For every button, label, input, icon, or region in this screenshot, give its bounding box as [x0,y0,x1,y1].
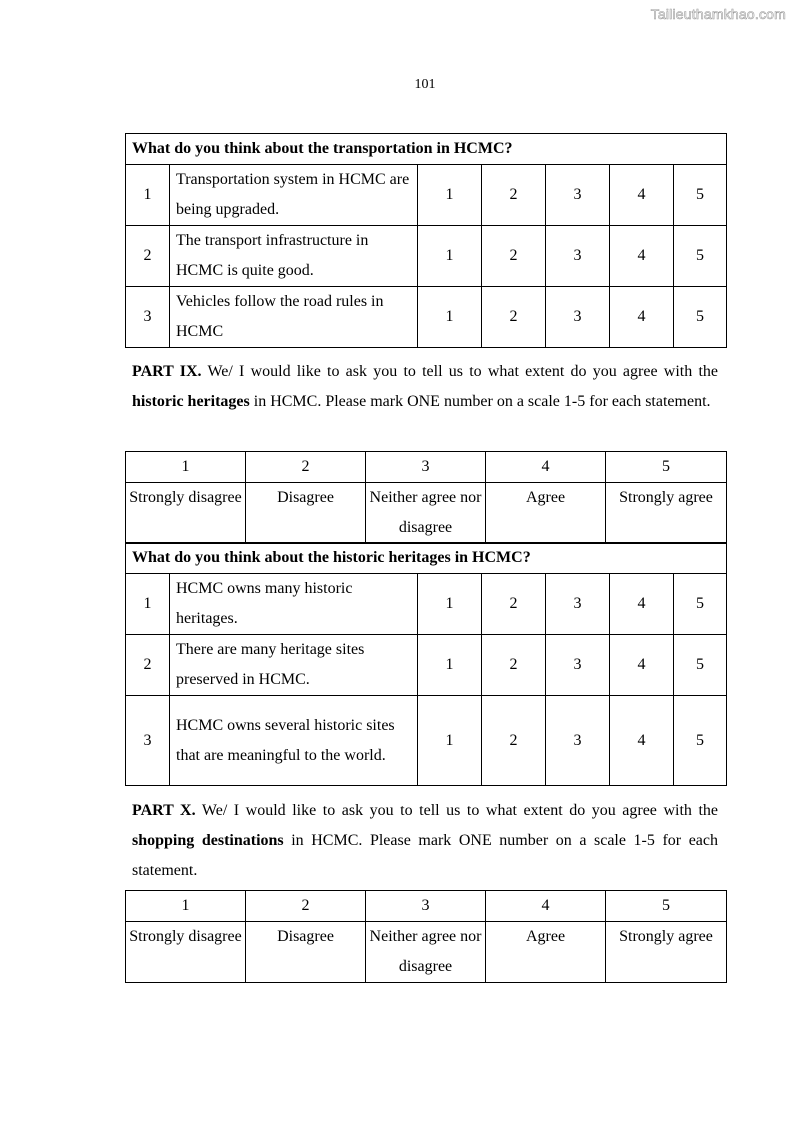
item-number: 2 [126,635,170,696]
table-row [126,635,727,696]
transportation-question: What do you think about the transportation in HCMC? [126,134,727,165]
scale-label: Agree [486,483,606,544]
scale-label: Strongly disagree [126,922,246,983]
scale-option-2[interactable]: 2 [482,696,546,786]
item-number: 1 [126,574,170,635]
scale-option-3[interactable]: 3 [546,635,610,696]
item-statement: HCMC owns several historic sites that are meaningful to the world. [170,696,418,786]
scale-label: Strongly agree [606,922,727,983]
part-x-intro-text-end: in HCMC. Please mark ONE number on a scale 1-5 for each statement. [132,832,718,879]
part-x-topic: shopping destinations [132,832,284,849]
scale-option-2[interactable]: 2 [482,635,546,696]
scale-value: 2 [246,891,366,922]
scale-option-2[interactable]: 2 [482,165,546,226]
scale-option-2[interactable]: 2 [482,226,546,287]
scale-legend-table [125,451,727,544]
scale-option-5[interactable]: 5 [674,635,727,696]
scale-label: Disagree [246,922,366,983]
item-number: 1 [126,165,170,226]
scale-option-5[interactable]: 5 [674,165,727,226]
item-number: 3 [126,287,170,348]
scale-option-5[interactable]: 5 [674,696,727,786]
scale-option-5[interactable]: 5 [674,226,727,287]
scale-value: 1 [126,891,246,922]
scale-option-1[interactable]: 1 [418,574,482,635]
scale-option-3[interactable]: 3 [546,287,610,348]
scale-option-1[interactable]: 1 [418,696,482,786]
heritage-table [125,542,727,786]
item-number: 2 [126,226,170,287]
scale-label: Disagree [246,483,366,544]
scale-value: 1 [126,452,246,483]
item-statement: There are many heritage sites preserved in HCMC. [170,635,418,696]
scale-value: 2 [246,452,366,483]
scale-option-1[interactable]: 1 [418,635,482,696]
part-x-heading: PART X. [132,802,196,819]
scale-legend-table [125,890,727,983]
item-statement: HCMC owns many historic heritages. [170,574,418,635]
scale-option-1[interactable]: 1 [418,165,482,226]
part-ix-intro-text: We/ I would like to ask you to tell us to what extent do you agree with the [207,363,718,380]
scale-option-4[interactable]: 4 [610,696,674,786]
part-x-intro [132,796,718,886]
transportation-table [125,133,727,348]
table-row [126,165,727,226]
item-statement: Vehicles follow the road rules in HCMC [170,287,418,348]
table-row [126,226,727,287]
scale-option-3[interactable]: 3 [546,226,610,287]
scale-option-3[interactable]: 3 [546,574,610,635]
part-ix-intro-text-end: in HCMC. Please mark ONE number on a scale 1-5 for each statement. [253,393,711,410]
item-statement: Transportation system in HCMC are being upgraded. [170,165,418,226]
scale-value: 5 [606,452,727,483]
scale-option-1[interactable]: 1 [418,287,482,348]
scale-label: Strongly disagree [126,483,246,544]
table-row [126,287,727,348]
scale-option-4[interactable]: 4 [610,574,674,635]
scale-option-4[interactable]: 4 [610,226,674,287]
scale-option-4[interactable]: 4 [610,287,674,348]
scale-value: 5 [606,891,727,922]
watermark: Tailieuthamkhao.com [650,6,786,22]
scale-option-3[interactable]: 3 [546,165,610,226]
scale-option-1[interactable]: 1 [418,226,482,287]
scale-option-2[interactable]: 2 [482,287,546,348]
item-statement: The transport infrastructure in HCMC is quite good. [170,226,418,287]
heritage-question: What do you think about the historic heritages in HCMC? [126,543,727,574]
scale-option-2[interactable]: 2 [482,574,546,635]
scale-value: 4 [486,891,606,922]
part-x-intro-text: We/ I would like to ask you to tell us to what extent do you agree with the [201,802,718,819]
scale-value: 4 [486,452,606,483]
scale-option-3[interactable]: 3 [546,696,610,786]
scale-label: Strongly agree [606,483,727,544]
scale-value: 3 [366,891,486,922]
table-row [126,574,727,635]
scale-option-4[interactable]: 4 [610,635,674,696]
table-row [126,696,727,786]
part-ix-topic: historic heritages [132,393,250,410]
scale-option-5[interactable]: 5 [674,287,727,348]
scale-value: 3 [366,452,486,483]
item-number: 3 [126,696,170,786]
scale-option-4[interactable]: 4 [610,165,674,226]
scale-label: Neither agree nor disagree [366,483,486,544]
scale-label: Neither agree nor disagree [366,922,486,983]
scale-label: Agree [486,922,606,983]
page-number: 101 [414,77,436,92]
part-ix-intro [132,357,718,417]
scale-option-5[interactable]: 5 [674,574,727,635]
part-ix-heading: PART IX. [132,363,202,380]
